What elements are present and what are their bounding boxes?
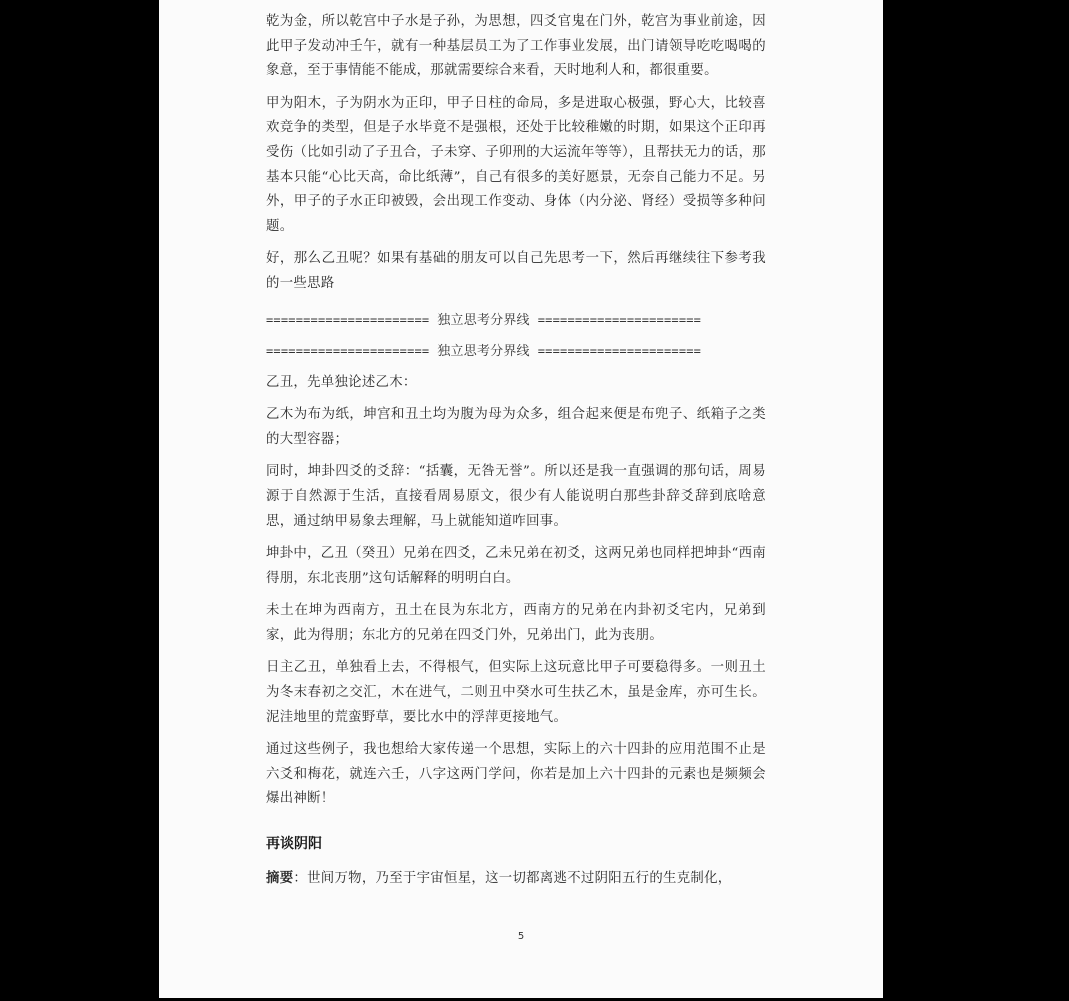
divider-label: 独立思考分界线 [437, 343, 530, 359]
thinking-dividers [266, 305, 766, 367]
divider-left-rule: ====================== [266, 343, 430, 358]
document-page [159, 0, 883, 998]
abstract-label: 摘要 [266, 870, 294, 887]
section-heading: 再谈阴阳 [266, 836, 322, 853]
paragraph-1: 乾为金，所以乾宫中子水是子孙，为思想，四爻官鬼在门外，乾宫为事业前途，因此甲子发动冲壬午，就有一种基层员工为了工作事业发展，出门请领导吃吃喝喝的象意，至于事情能不能成，那就需要综合来看，天时地利人和，都很重要。 [266, 14, 766, 79]
page-number: 5 [517, 931, 525, 942]
page-content [266, 10, 766, 891]
divider-label: 独立思考分界线 [437, 312, 530, 328]
paragraph-8: 未土在坤为西南方，丑土在艮为东北方，西南方的兄弟在内卦初爻宅内，兄弟到家，此为得朋；东北方的兄弟在四爻门外，兄弟出门，此为丧朋。 [266, 603, 766, 643]
paragraph-10: 通过这些例子，我也想给大家传递一个思想，实际上的六十四卦的应用范围不止是六爻和梅花，就连六壬，八字这两门学问，你若是加上六十四卦的元素也是频频会爆出神断！ [266, 742, 766, 807]
paragraph-4: 乙丑，先单独论述乙木： [266, 374, 417, 390]
abstract-colon: ： [293, 871, 308, 887]
abstract [266, 866, 766, 891]
thinking-divider-2 [266, 336, 766, 367]
paragraph-5: 乙木为布为纸，坤宫和丑土均为腹为母为众多，组合起来便是布兜子、纸箱子之类的大型容器； [266, 407, 766, 447]
paragraph-6: 同时，坤卦四爻的爻辞：“括囊，无咎无誉”。所以还是我一直强调的那句话，周易源于自然源于生活，直接看周易原文，很少有人能说明白那些卦辞爻辞到底啥意思，通过纳甲易象去理解，马上就能知道咋回事。 [266, 464, 766, 529]
thinking-divider-1 [266, 305, 766, 336]
paragraph-7: 坤卦中，乙丑（癸丑）兄弟在四爻，乙未兄弟在初爻，这两兄弟也同样把坤卦“西南得朋，东北丧朋”这句话解释的明明白白。 [266, 546, 767, 586]
abstract-text: 世间万物，乃至于宇宙恒星，这一切都离逃不过阴阳五行的生克制化， [307, 871, 732, 887]
paragraph-2: 甲为阳木，子为阴水为正印，甲子日柱的命局，多是进取心极强，野心大，比较喜欢竞争的类型，但是子水毕竟不是强根，还处于比较稚嫩的时期，如果这个正印再受伤（比如引动了子丑合，子未穿、子卯刑的大运流年等等），且帮扶无力的话，那基本只能“心比天高，命比纸薄”，自己有很多的美好愿景，无奈自己能力不足。另外，甲子的子水正印被毁，会出现工作变动、身体（内分泌、肾经）受损等多种问题。 [266, 95, 766, 234]
divider-left-rule: ====================== [266, 312, 430, 327]
divider-right-rule: ====================== [537, 312, 702, 327]
divider-right-rule: ====================== [537, 343, 702, 358]
paragraph-9: 日主乙丑，单独看上去，不得根气，但实际上这玩意比甲子可要稳得多。一则丑土为冬末春初之交汇，木在进气，二则丑中癸水可生扶乙木，虽是金库，亦可生长。泥洼地里的荒蛮野草，要比水中的浮萍更接地气。 [266, 660, 766, 725]
paragraph-3: 好，那么乙丑呢？如果有基础的朋友可以自己先思考一下，然后再继续往下参考我的一些思路 [266, 251, 766, 291]
